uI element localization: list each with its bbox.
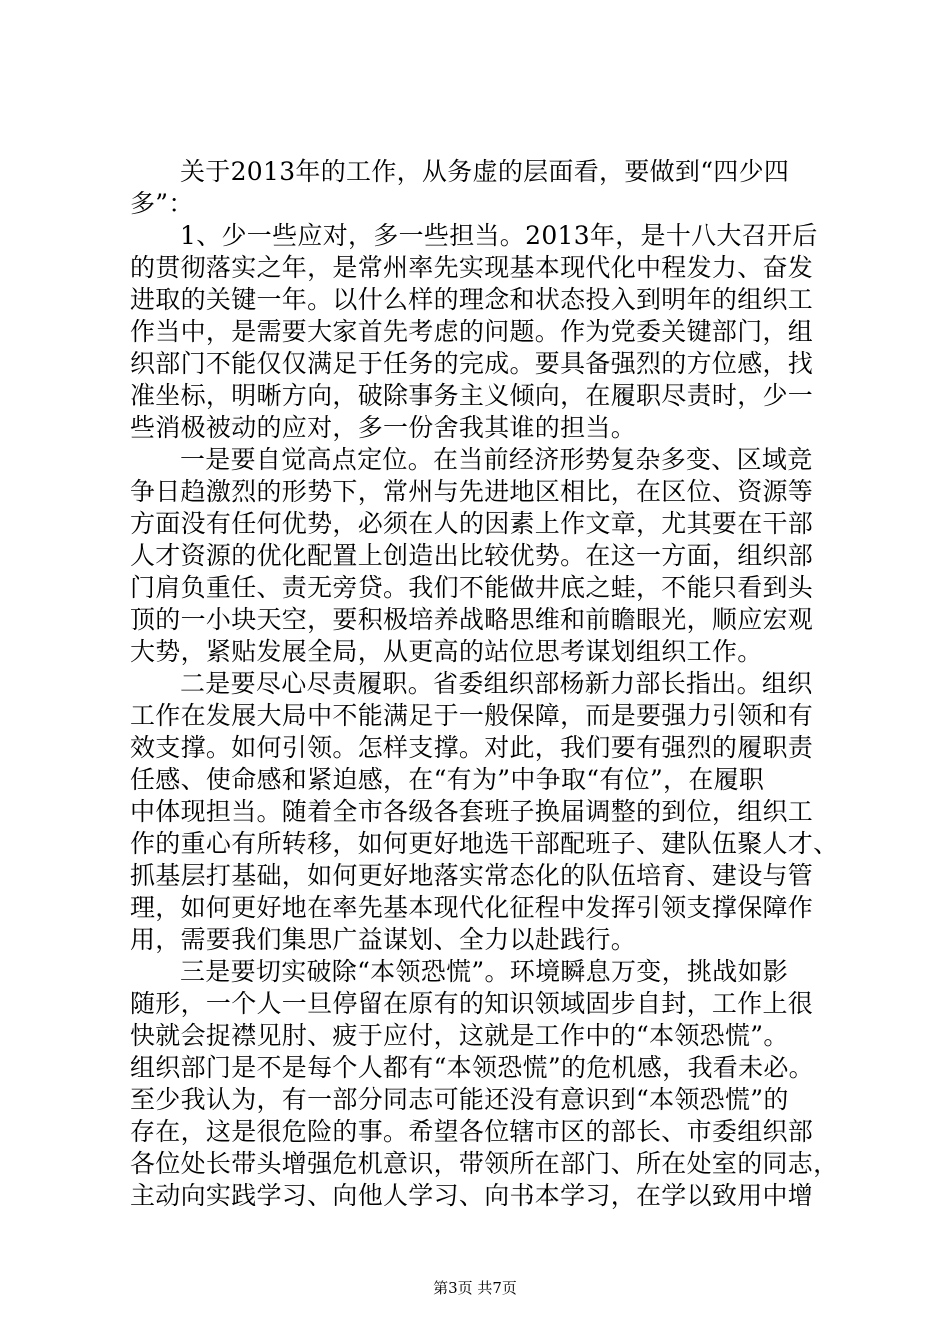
- text-line: 1、少一些应对，多一些担当。2013年，是十八大召开后: [180, 221, 818, 250]
- text-line: 进取的关键一年。以什么样的理念和状态投入到明年的组织工: [130, 285, 814, 314]
- text-line: 二是要尽心尽责履职。省委组织部杨新力部长指出。组织: [180, 669, 813, 698]
- text-line: 争日趋激烈的形势下，常州与先进地区相比，在区位、资源等: [130, 477, 814, 506]
- text-line: 顶的一小块天空，要积极培养战略思维和前瞻眼光，顺应宏观: [130, 605, 814, 634]
- text-line: 一是要自觉高点定位。在当前经济形势复杂多变、区域竞: [180, 445, 813, 474]
- text-line: 随形，一个人一旦停留在原有的知识领域固步自封，工作上很: [130, 989, 814, 1018]
- text-line: 工作在发展大局中不能满足于一般保障，而是要强力引领和有: [130, 701, 814, 730]
- text-line: 大势，紧贴发展全局，从更高的站位思考谋划组织工作。: [130, 637, 763, 666]
- text-line: 织部门不能仅仅满足于任务的完成。要具备强烈的方位感，找: [130, 349, 814, 378]
- text-line: 快就会捉襟见肘、疲于应付，这就是工作中的“本领恐慌”。: [130, 1021, 789, 1050]
- text-line: 多”：: [130, 189, 194, 218]
- text-line: 存在，这是很危险的事。希望各位辖市区的部长、市委组织部: [130, 1117, 814, 1146]
- text-line: 任感、使命感和紧迫感，在“有为”中争取“有位”，在履职: [130, 765, 765, 794]
- text-line: 门肩负重任、责无旁贷。我们不能做井底之蛙，不能只看到头: [130, 573, 814, 602]
- text-line: 关于2013年的工作，从务虚的层面看，要做到“四少四: [180, 157, 790, 186]
- text-line: 中体现担当。随着全市各级各套班子换届调整的到位，组织工: [130, 797, 814, 826]
- text-line: 人才资源的优化配置上创造出比较优势。在这一方面，组织部: [130, 541, 814, 570]
- text-line: 三是要切实破除“本领恐慌”。环境瞬息万变，挑战如影: [180, 957, 789, 986]
- text-line: 的贯彻落实之年，是常州率先实现基本现代化中程发力、奋发: [130, 253, 814, 282]
- text-line: 用，需要我们集思广益谋划、全力以赴践行。: [130, 925, 637, 954]
- page-number-footer: 第3页 共7页: [433, 1279, 517, 1297]
- text-line: 抓基层打基础，如何更好地落实常态化的队伍培育、建设与管: [130, 861, 814, 890]
- text-line: 主动向实践学习、向他人学习、向书本学习，在学以致用中增: [130, 1181, 814, 1210]
- text-line: 方面没有任何优势，必须在人的因素上作文章，尤其要在干部: [130, 509, 814, 538]
- text-line: 至少我认为，有一部分同志可能还没有意识到“本领恐慌”的: [130, 1085, 789, 1114]
- text-line: 效支撑。如何引领。怎样支撑。对此，我们要有强烈的履职责: [130, 733, 814, 762]
- text-line: 作当中，是需要大家首先考虑的问题。作为党委关键部门，组: [130, 317, 814, 346]
- text-line: 作的重心有所转移，如何更好地选干部配班子、建队伍聚人才、: [130, 829, 839, 858]
- text-line: 各位处长带头增强危机意识，带领所在部门、所在处室的同志，: [130, 1149, 839, 1178]
- text-line: 理，如何更好地在率先基本现代化征程中发挥引领支撑保障作: [130, 893, 814, 922]
- text-line: 准坐标，明晰方向，破除事务主义倾向，在履职尽责时，少一: [130, 381, 814, 410]
- text-line: 组织部门是不是每个人都有“本领恐慌”的危机感，我看未必。: [130, 1053, 814, 1082]
- text-line: 些消极被动的应对，多一份舍我其谁的担当。: [130, 413, 637, 442]
